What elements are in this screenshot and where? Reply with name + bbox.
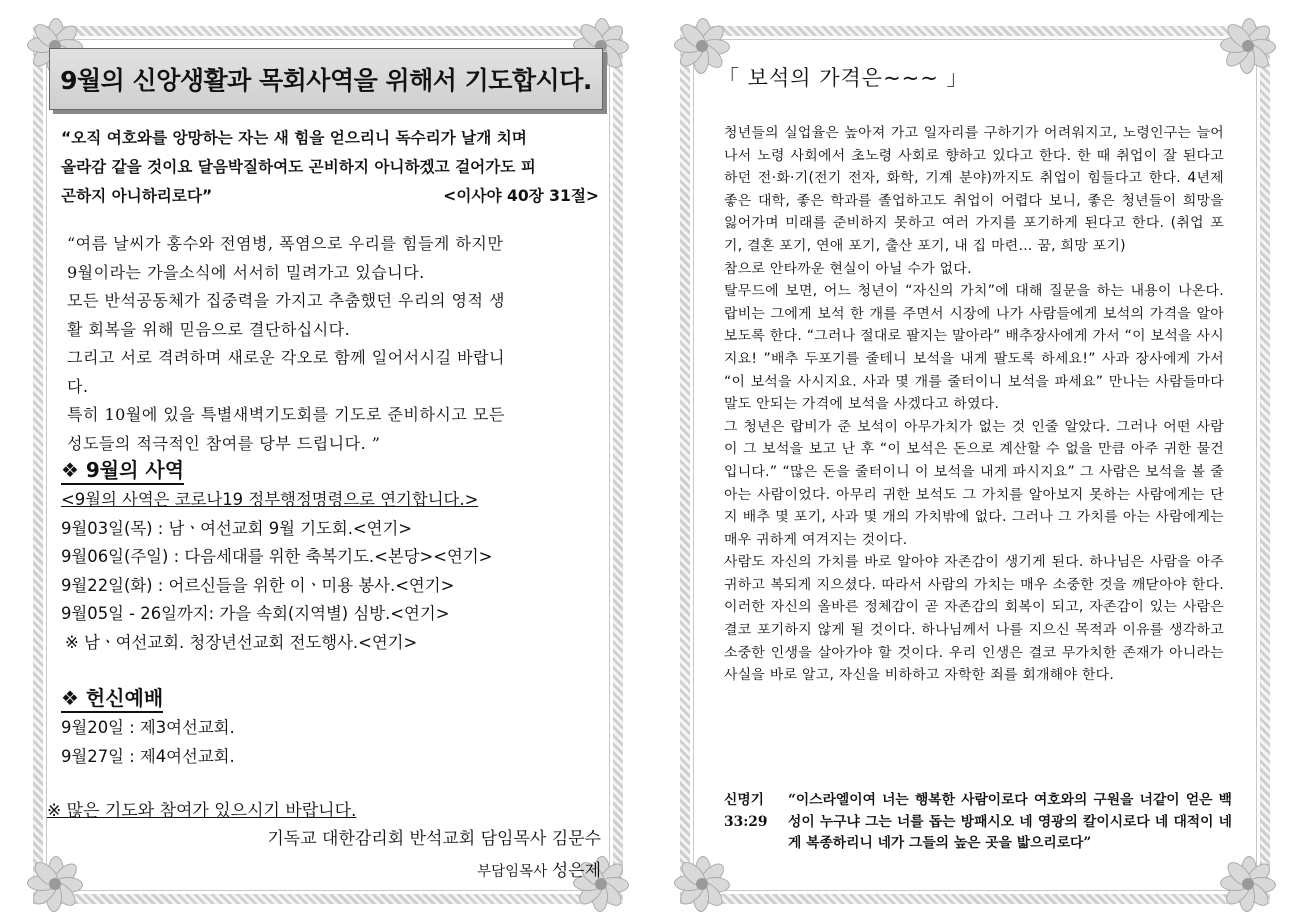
message-line: 9월이라는 가을소식에 서서히 밀려가고 있습니다. [67,262,425,282]
ministry-list [61,486,601,658]
flower-center [1242,878,1254,890]
article-paragraph: 탈무드에 보면, 어느 청년이 “자신의 가치”에 대해 질문을 하는 내용이 나온다. 랍비는 그에게 보석 한 개를 주면서 시장에 나가 사람들에게 보석의 가격을 알아보도록 한다. “그러나 절대로 팔지는 말아라” 배추장사에게 가서 “이 보석을 사시지요! ”배추 두포기를 줄테니 보석을 내게 팔도록 하세요!” 사과 장사에게 가서 “이 보석을 사시지요. 사과 몇 개를 줄터이니 보석을 파세요” 만나는 사람들마다 말도 안되는 가격에 보석을 사겠다고 하였다. [724,283,1224,413]
associate-name: 성은제 [551,861,601,881]
message-line: 활 회복을 위해 믿음으로 결단하십시다. [67,319,351,339]
article-paragraph: 사람도 자신의 가치를 바로 알아야 자존감이 생기게 된다. 하나님은 사람을 아주 귀하고 복되게 지으셨다. 따라서 사람의 가치는 매우 소중한 것을 깨닫아야 한다. 이러한 자신의 올바른 정체감이 곧 자존감의 회복이 되고, 자존감이 있는 사람은 결코 포기하지 않게 될 것이다. 하나님께서 나를 지으신 목적과 이유를 생각하고 소중한 인생을 살아가야 할 것이다. 우리 인생은 결코 무가치한 존재가 아니라는 사실을 바로 알고, 자신을 비하하고 자학한 죄를 회개해야 한다. [724,554,1224,684]
scripture-verse [61,124,601,211]
flower-center [696,878,708,890]
message-line: 특히 10월에 있을 특별새벽기도회를 기도로 준비하시고 모든 [67,405,505,424]
article-body [724,122,1224,687]
ministry-item: 9월06일(주일) : 다음세대를 위한 축복기도.<본당><연기> [61,547,493,567]
ministry-item: ※ 남ㆍ여선교회. 청장년선교회 전도행사.<연기> [65,632,418,652]
article-paragraph: 그 청년은 랍비가 준 보석이 아무가치가 없는 것 인줄 알았다. 그러나 어떤 사람이 그 보석을 보고 난 후 “이 보석은 돈으로 계산할 수 없을 만큼 아주 귀한 물건입니다.” “많은 돈을 줄터이니 이 보석을 내게 파시지요” 그 사람은 보석을 볼 줄 아는 사람이었다. 아무리 귀한 보석도 그 가치를 알아보지 못하는 사람에게는 단지 배추 몇 포기, 사과 몇 개의 가치밖에 없다. 그러나 그 가치를 아는 사람에게는 매우 귀하게 여겨지는 것이다. [724,418,1224,548]
dedication-heading: ❖ 헌신예배 [61,682,601,711]
message-line: 그리고 서로 격려하며 새로운 각오로 함께 일어서시길 바랍니 [67,348,506,367]
article-paragraph: 청년들의 실업율은 높아져 가고 일자리를 구하기가 어려워지고, 노령인구는 늘어나서 노령 사회에서 초노령 사회로 향하고 있다고 한다. 한 때 취업이 잘 된다고 하던 전·화·기(전기 전자, 화학, 기계 분야)까지도 취업이 힘들다고 한다. 4년제 좋은 대학, 좋은 학과를 졸업하고도 취업이 어렵다 보니, 좋은 청년들이 희망을 잃어가며 미래를 준비하지 못하고 여러 가지를 포기하게 된다고 한다. (취업 포기, 결혼 포기, 연애 포기, 출산 포기, 내 집 마련… 꿈, 희망 포기) [724,125,1224,254]
message-line: 다. [67,376,89,396]
article-paragraph: 참으로 안타까운 현실이 아닐 수가 없다. [724,260,972,277]
ministry-item: 9월05일 - 26일까지: 가을 속회(지역별) 심방.<연기> [61,604,450,624]
flower-center [49,878,61,890]
closing-verse-reference: 신명기 33:29 [724,792,768,830]
message-line: “여름 날씨가 홍수와 전염병, 폭염으로 우리를 힘들게 하지만 [67,234,504,253]
pastor-message [67,230,607,458]
page-title: 9월의 신앙생활과 목회사역을 위해서 기도합시다. [60,66,592,95]
flower-icon [1220,856,1276,912]
dedication-item: 9월27일 : 제4여선교회. [61,746,235,766]
message-line: 모든 반석공동체가 집중력을 가지고 추춤했던 우리의 영적 생 [67,291,506,310]
message-line: 성도들의 적극적인 참여를 당부 드립니다. ” [67,433,381,453]
dedication-list [61,714,601,771]
right-page [680,26,1270,904]
ministry-item: 9월22일(화) : 어르신들을 위한 이ㆍ미용 봉사.<연기> [61,575,455,595]
flower-center [696,40,708,52]
left-page [33,26,623,904]
closing-verse-text: “이스라엘이여 너는 행복한 사람이로다 여호와의 구원을 너같이 얻은 백성이 누구냐 그는 너를 돕는 방패시오 네 영광의 칼이시로다 네 대적이 네게 복종하리니 네가 그들의 높은 곳을 밟으리로다” [788,792,1232,851]
flower-icon [674,856,730,912]
associate-signature [61,856,601,881]
dedication-item: 9월20일 : 제3여선교회. [61,718,235,737]
closing-note: ※ 많은 기도와 참여가 있으시기 바랍니다. [47,801,357,821]
verse-line: 올라감 같을 것이요 달음박질하여도 곤비하지 아니하겠고 걸어가도 피 [61,158,536,176]
verse-reference: <이사야 40장 31절> [443,187,599,205]
flower-icon [1220,18,1276,74]
flower-center [1242,40,1254,52]
ministry-heading: ❖ 9월의 사역 [61,454,601,483]
associate-label: 부담임목사 [477,864,548,880]
signature: 기독교 대한감리회 반석교회 담임목사 김문수 [267,829,601,849]
closing-verse [724,790,1232,855]
verse-line: “오직 여호와를 앙망하는 자는 새 힘을 얻으리니 독수리가 날개 치며 [61,129,527,147]
verse-line: 곤하지 아니하리로다” [61,187,213,205]
article-title: 「 보석의 가격은~~~ 」 [718,66,969,90]
ministry-item: 9월03일(목) : 남ㆍ여선교회 9월 기도회.<연기> [61,518,413,538]
page-title-box [49,48,603,110]
ministry-notice: <9월의 사역은 코로나19 정부행정명령으로 연기합니다.> [61,490,479,509]
